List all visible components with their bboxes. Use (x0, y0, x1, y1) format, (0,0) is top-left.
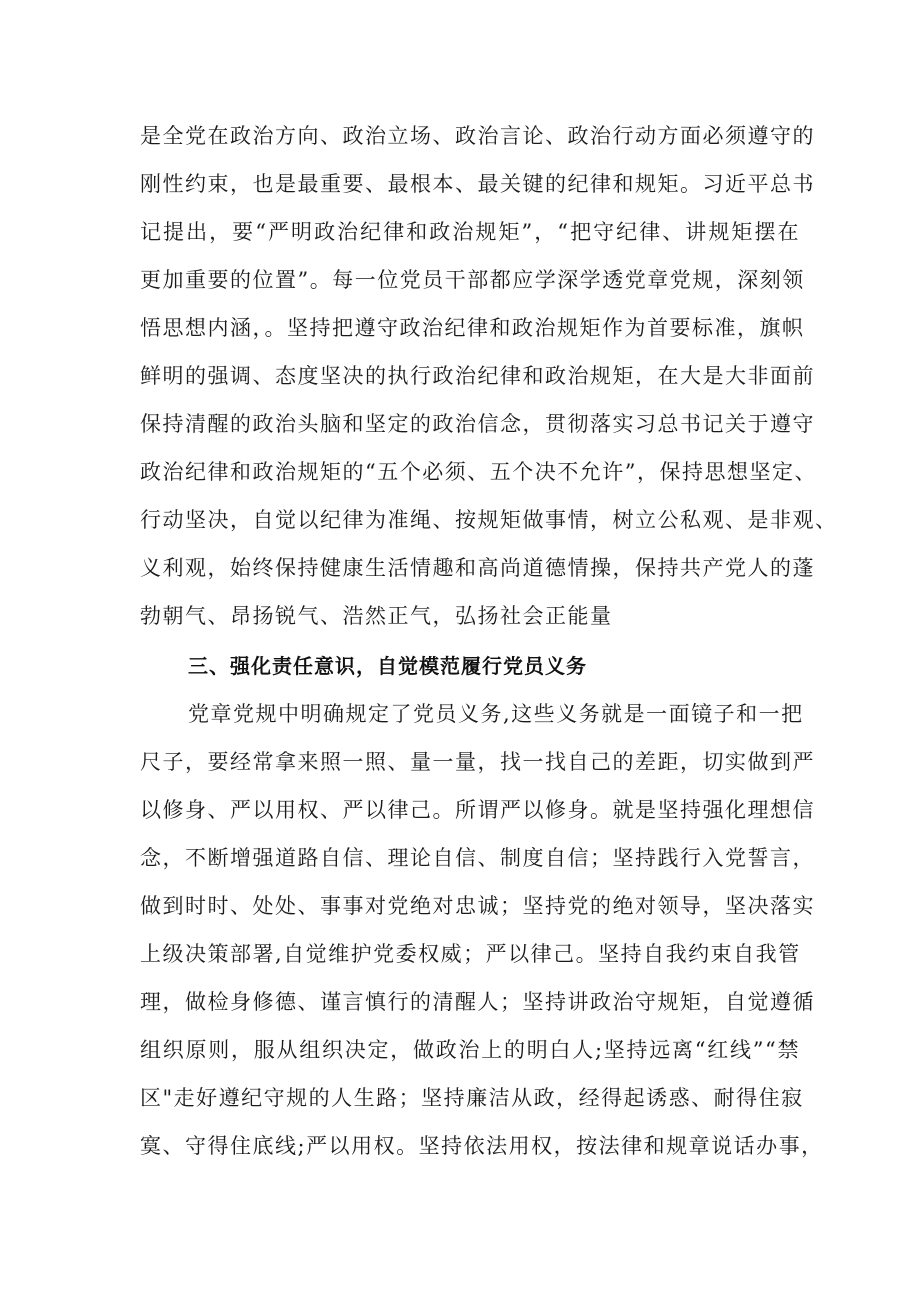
paragraph-line: 勃朝气、昂扬锐气、浩然正气，弘扬社会正能量 (140, 604, 613, 628)
paragraph-line: 行动坚决，自觉以纪律为准绳、按规矩做事情，树立公私观、是非观、 (140, 508, 838, 532)
paragraph-line: 组织原则，服从组织决定，做政治上的明白人;坚持远离“红线”“禁 (140, 1038, 800, 1062)
section-heading: 三、强化责任意识，自觉模范履行党员义务 (188, 654, 587, 678)
paragraph-line: 寞、守得住底线;严以用权。坚持依法用权，按法律和规章说话办事， (140, 1134, 824, 1158)
paragraph-line: 念，不断增强道路自信、理论自信、制度自信；坚持践行入党誓言， (140, 846, 815, 870)
paragraph-line: 理，做检身修德、谨言慎行的清醒人；坚持讲政治守规矩，自觉遵循 (140, 990, 815, 1014)
paragraph-line: 悟思想内涵，。坚持把遵守政治纪律和政治规矩作为首要标准，旗帜 (140, 316, 805, 340)
paragraph-line: 党章党规中明确规定了党员义务,这些义务就是一面镜子和一把 (188, 702, 804, 726)
paragraph-line: 刚性约束，也是最重要、最根本、最关键的纪律和规矩。习近平总书 (140, 172, 815, 196)
paragraph-line: 尺子，要经常拿来照一照、量一量，找一找自己的差距，切实做到严 (140, 750, 815, 774)
paragraph-line: 义利观，始终保持健康生活情趣和高尚道德情操，保持共产党人的蓬 (140, 556, 815, 580)
paragraph-line: 记提出，要“严明政治纪律和政治规矩”，“把守纪律、讲规矩摆在 (140, 220, 800, 244)
paragraph-line: 鲜明的强调、态度坚决的执行政治纪律和政治规矩，在大是大非面前 (140, 364, 815, 388)
paragraph-line: 做到时时、处处、事事对党绝对忠诚；坚持党的绝对领导，坚决落实 (140, 894, 815, 918)
paragraph-line: 政治纪律和政治规矩的“五个必须、五个决不允许”，保持思想坚定、 (140, 460, 817, 484)
paragraph-line: 上级决策部署,自觉维护党委权威；严以律己。坚持自我约束自我管 (140, 942, 801, 966)
paragraph-line: 更加重要的位置”。每一位党员干部都应学深学透党章党规，深刻领 (140, 268, 805, 292)
paragraph-line: 以修身、严以用权、严以律己。所谓严以修身。就是坚持强化理想信 (140, 798, 815, 822)
paragraph-line: 区"走好遵纪守规的人生路；坚持廉洁从政，经得起诱惑、耐得住寂 (140, 1086, 804, 1110)
paragraph-line: 保持清醒的政治头脑和坚定的政治信念，贯彻落实习总书记关于遵守 (140, 412, 815, 436)
paragraph-line: 是全党在政治方向、政治立场、政治言论、政治行动方面必须遵守的 (140, 124, 815, 148)
